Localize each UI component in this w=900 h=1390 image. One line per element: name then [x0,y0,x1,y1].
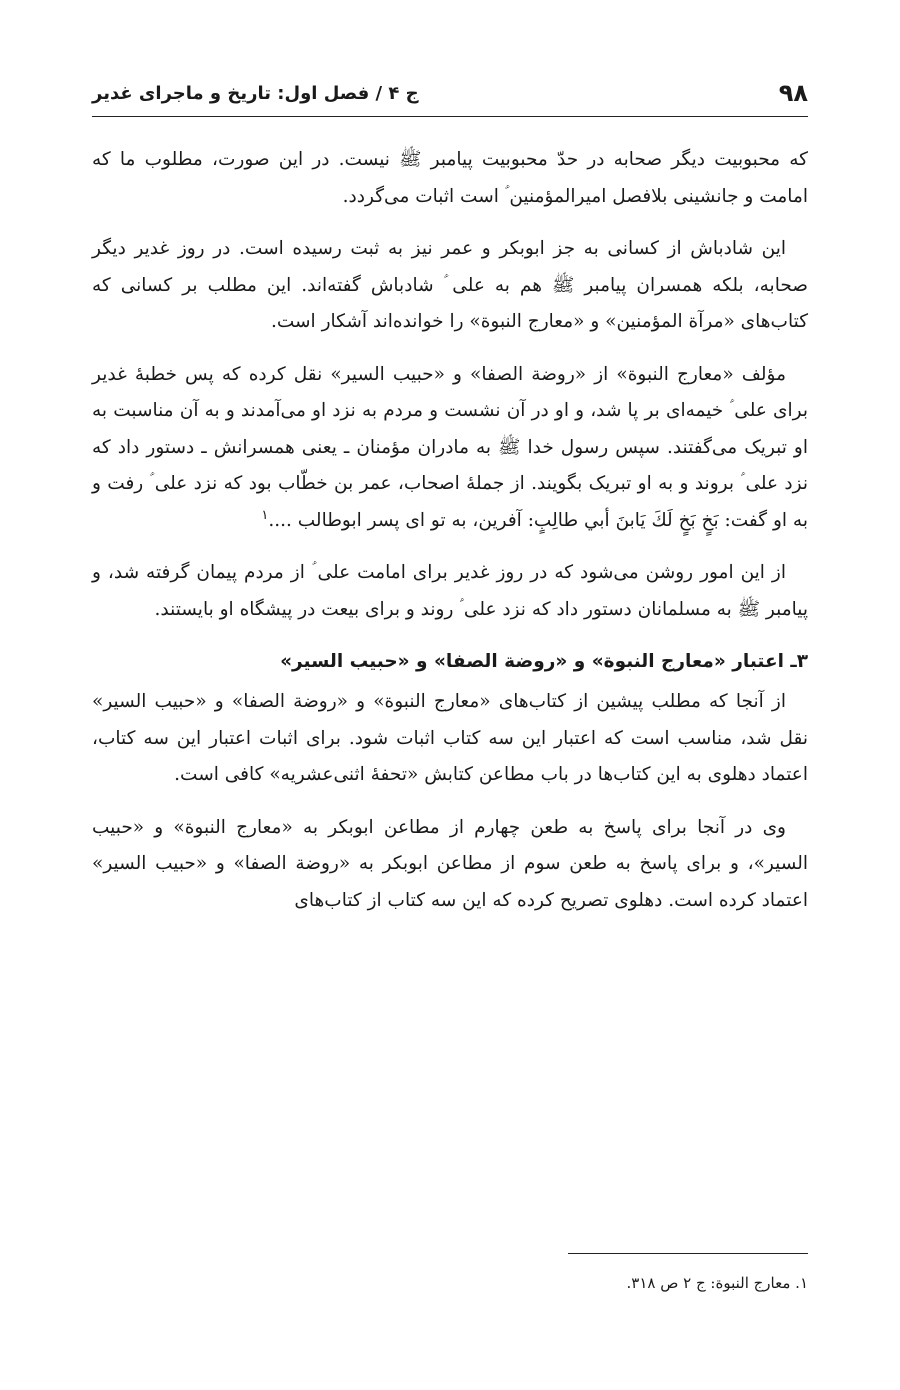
paragraph-3 [92,357,808,540]
footnote-reference[interactable]: ۱ [261,507,269,523]
footnote-divider [568,1253,808,1254]
paragraph-1: که محبوبیت دیگر صحابه در حدّ محبوبیت پیامبر ﷺ نیست. در این صورت، مطلوب ما که امامت و جانشینی بلافصل امیرالمؤمنین ؑ است اثبات می‌گردد. [92,149,808,207]
running-header [92,76,808,110]
paragraph-4: از این امور روشن می‌شود که در روز غدیر برای امامت علی ؑ از مردم پیمان گرفته شد، و پیامبر ﷺ به مسلمانان دستور داد که نزد علی ؑ روند و برای بیعت در پیشگاه او بایستند. [92,562,808,620]
section-paragraph-1: از آنجا که مطلب پیشین از کتاب‌های «معارج النبوة» و «روضة الصفا» و «حبیب السیر» نقل شد، مناسب است که اعتبار این سه کتاب اثبات شود. برای اثبات اعتبار این سه کتاب، اعتماد دهلوی به این کتاب‌ها در باب مطاعن کتابش «تحفهٔ اثنی‌عشریه» کافی است. [92,691,808,785]
main-text [92,142,808,935]
section-heading: ۳ـ اعتبار «معارج النبوة» و «روضة الصفا» و «حبیب السیر» [280,651,808,672]
header-divider [92,116,808,117]
section-paragraph-2: وی در آنجا برای پاسخ به طعن چهارم از مطاعن ابوبکر به «معارج النبوة» و «حبیب السیر»، و برای پاسخ به طعن سوم از مطاعن ابوبکر به «روضة الصفا» و «حبیب السیر» اعتماد کرده است. دهلوی تصریح کرده که این سه کتاب از کتاب‌های [92,816,808,911]
paragraph-3-text: مؤلف «معارج النبوة» از «روضة الصفا» و «حبیب السیر» نقل کرده که پس خطبهٔ غدیر برای علی ؑ خیمه‌ای بر پا شد، و او در آن نشست و مردم به نزد او می‌آمدند و به آن مناسبت به او تبریک می‌گفتند. سپس رسول خدا ﷺ به مادران مؤمنان ـ یعنی همسرانش ـ دستور داد که نزد علی ؑ بروند و به او تبریک بگویند. از جملهٔ اصحاب، عمر بن خطّاب بود که نزد علی ؑ رفت و به او گفت: بَخٍ بَخٍ لَكَ يَابنَ أبي طالِبٍ: آفرین، به تو ای پسر ابوطالب .... [92,363,808,531]
page-number: ۹۸ [778,79,808,107]
footnote: ۱. معارج النبوة: ج ۲ ص ۳۱۸. [626,1274,808,1292]
paragraph-2: این شادباش از کسانی به جز ابوبکر و عمر نیز به ثبت رسیده است. در روز غدیر دیگر صحابه، بلکه همسران پیامبر ﷺ هم به علی ؑ شادباش گفته‌اند. این مطلب بر کسانی که کتاب‌های «مرآة المؤمنین» و «معارج النبوة» را خوانده‌اند آشکار است. [92,238,808,332]
running-header-title: ج ۴ / فصل اول: تاریخ و ماجرای غدیر [92,82,419,104]
book-page [92,0,808,1390]
